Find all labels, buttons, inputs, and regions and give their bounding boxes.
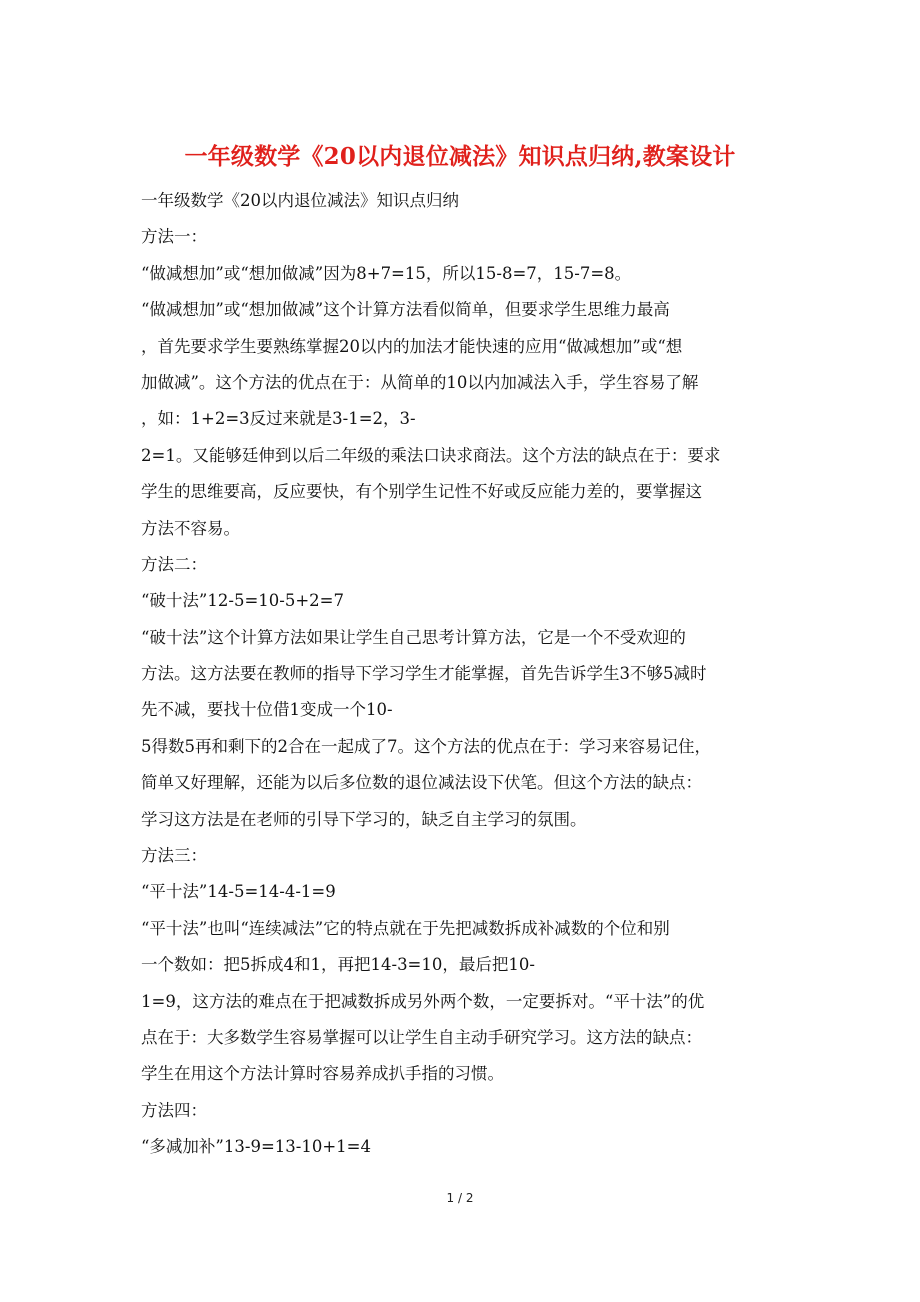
body-line: “多减加补”13-9=13-10+1=4	[141, 1137, 371, 1157]
body-line: 学生的思维要高，反应要快，有个别学生记性不好或反应能力差的，要掌握这	[141, 482, 702, 502]
body-line: 点在于：大多数学生容易掌握可以让学生自主动手研究学习。这方法的缺点：	[141, 1027, 702, 1047]
body-line: ，如：1+2=3反过来就是3-1=2，3-	[141, 409, 416, 429]
document-title: 一年级数学《20以内退位减法》知识点归纳,教案设计	[184, 143, 736, 170]
body-line: 学习这方法是在老师的引导下学习的，缺乏自主学习的氛围。	[141, 809, 587, 829]
body-line: ，首先要求学生要熟练掌握20以内的加法才能快速的应用“做减想加”或“想	[141, 336, 683, 356]
page-number: 1 / 2	[446, 1191, 474, 1205]
document-body	[141, 183, 791, 1166]
body-line: 5得数5再和剩下的2合在一起成了7。这个方法的优点在于：学习来容易记住，	[141, 736, 711, 756]
body-line: 方法一：	[141, 227, 207, 247]
body-line: “平十法”14-5=14-4-1=9	[141, 882, 336, 902]
body-line: 方法二：	[141, 554, 207, 574]
body-line: 1=9，这方法的难点在于把减数拆成另外两个数，一定要拆对。“平十法”的优	[141, 991, 705, 1011]
body-line: “做减想加”或“想加做减”这个计算方法看似简单，但要求学生思维力最高	[141, 300, 670, 320]
body-line: 方法三：	[141, 846, 207, 866]
body-line: 方法。这方法要在教师的指导下学习学生才能掌握，首先告诉学生3不够5减时	[141, 664, 707, 684]
body-line: 方法四：	[141, 1100, 207, 1120]
body-line: 简单又好理解，还能为以后多位数的退位减法设下伏笔。但这个方法的缺点：	[141, 773, 702, 793]
body-line: 方法不容易。	[141, 518, 240, 538]
body-line: “破十法”这个计算方法如果让学生自己思考计算方法，它是一个不受欢迎的	[141, 627, 686, 647]
body-line: 一年级数学《20以内退位减法》知识点归纳	[141, 191, 459, 210]
body-line: “破十法”12-5=10-5+2=7	[141, 591, 344, 611]
body-line: 一个数如：把5拆成4和1，再把14-3=10，最后把10-	[141, 955, 535, 975]
body-line: 加做减”。这个方法的优点在于：从简单的10以内加减法入手，学生容易了解	[141, 372, 699, 392]
body-line: 学生在用这个方法计算时容易养成扒手指的习惯。	[141, 1064, 504, 1084]
body-line: “平十法”也叫“连续减法”它的特点就在于先把减数拆成补减数的个位和别	[141, 918, 670, 938]
body-line: “做减想加”或“想加做减”因为8+7=15，所以15-8=7，15-7=8。	[141, 263, 632, 283]
body-line: 先不减，要找十位借1变成一个10-	[141, 700, 393, 720]
body-line: 2=1。又能够廷伸到以后二年级的乘法口诀求商法。这个方法的缺点在于：要求	[141, 445, 721, 465]
